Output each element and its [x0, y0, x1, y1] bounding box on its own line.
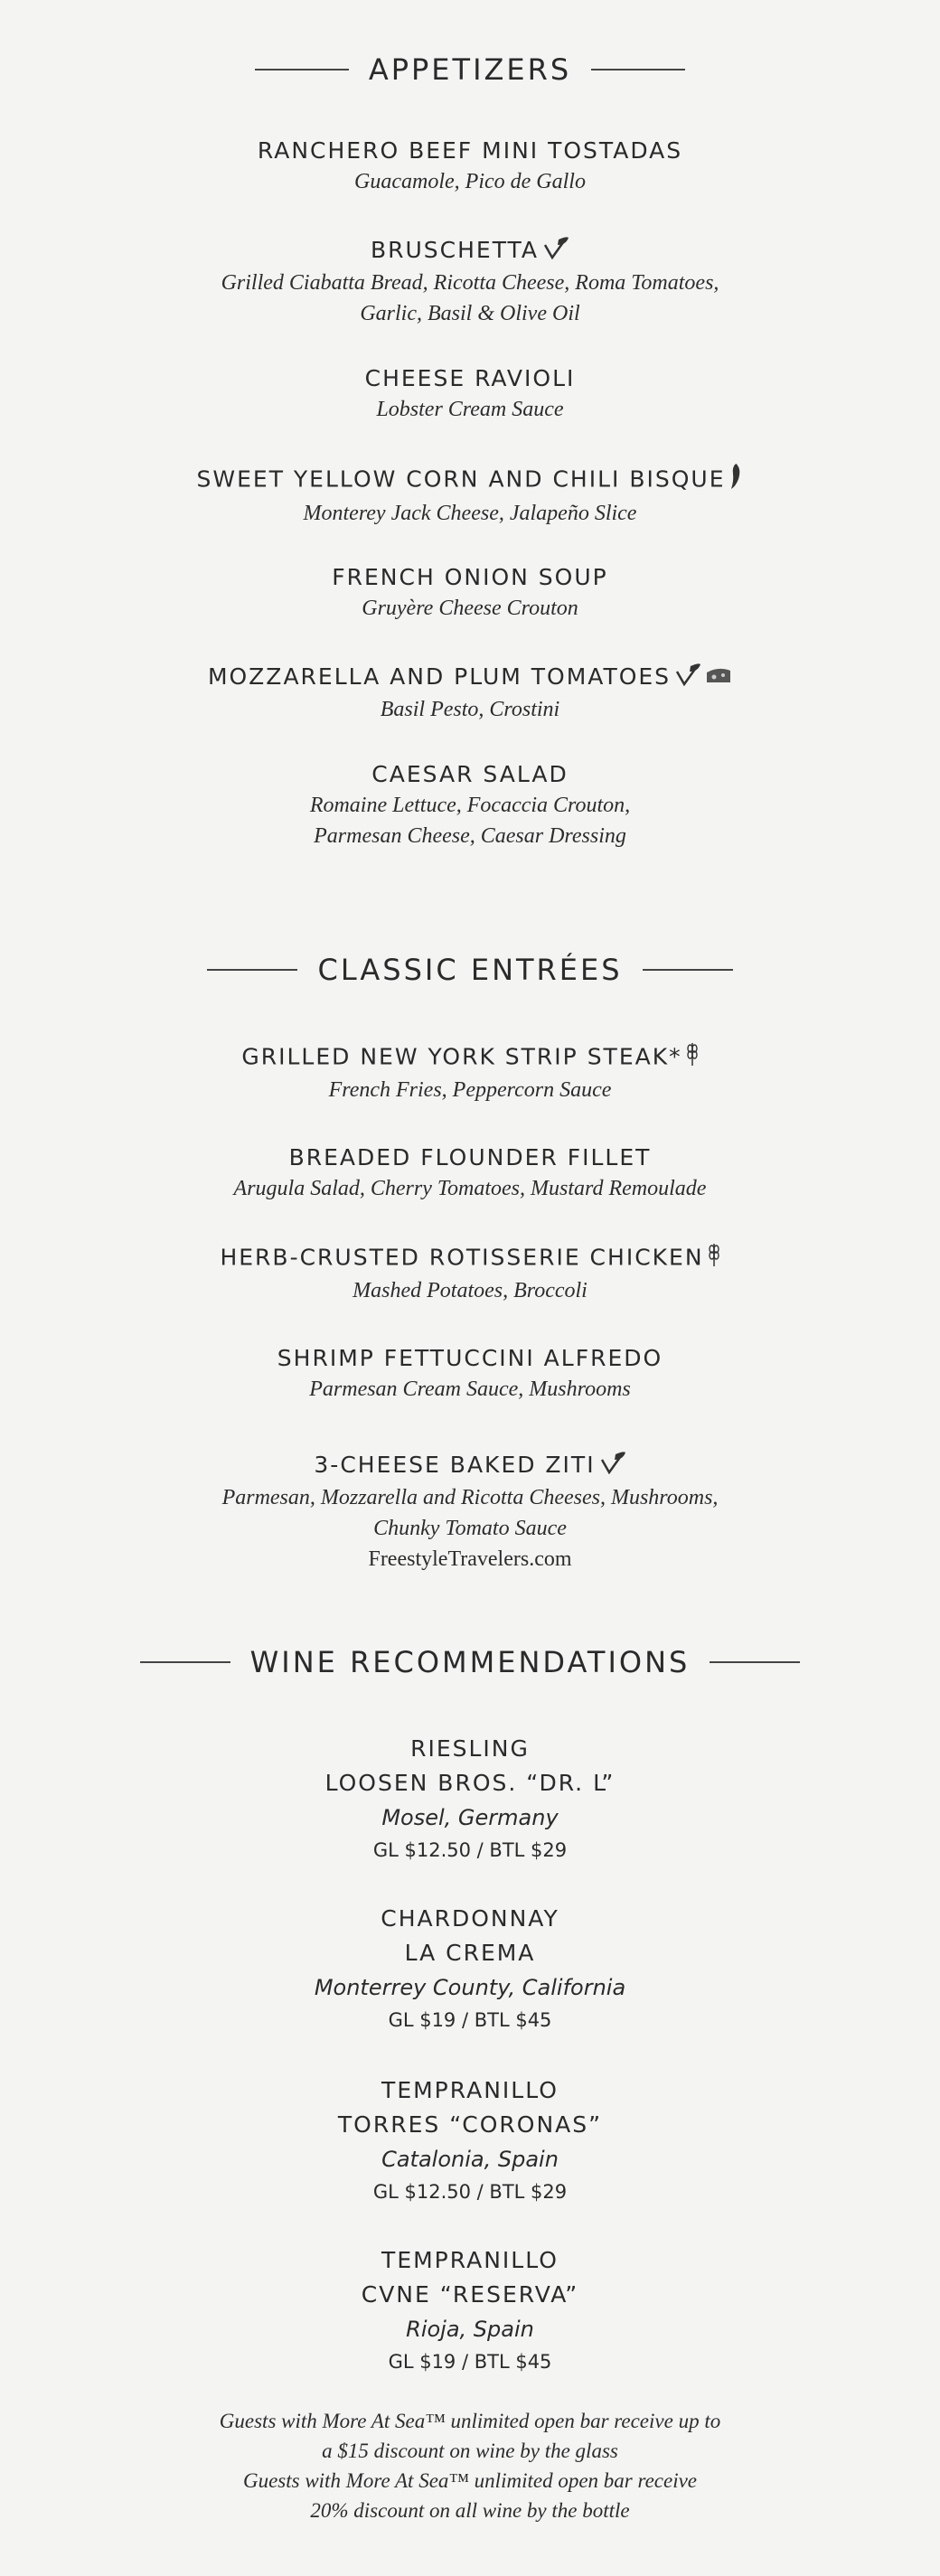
divider-left: [255, 69, 349, 71]
item-description: Chunky Tomato Sauce: [373, 1516, 567, 1540]
wine-item: [0, 1732, 940, 1866]
divider-left: [140, 1661, 230, 1663]
wine-varietal: CHARDONNAY: [381, 1905, 559, 1932]
menu-item: [0, 463, 940, 529]
cheese-icon: [705, 663, 732, 693]
wine-varietal: TEMPRANILLO: [381, 2077, 559, 2103]
item-description: Parmesan Cheese, Caesar Dressing: [314, 824, 626, 848]
vegetarian-icon: [599, 1451, 626, 1482]
appetizers-title: APPETIZERS: [368, 52, 572, 87]
chili-icon: [728, 463, 743, 498]
item-description: Arugula Salad, Cherry Tomatoes, Mustard Remoulade: [233, 1177, 707, 1200]
item-name: BREADED FLOUNDER FILLET: [288, 1144, 652, 1170]
item-description: Basil Pesto, Crostini: [380, 697, 560, 721]
item-name: SWEET YELLOW CORN AND CHILI BISQUE: [196, 465, 726, 493]
item-name: FRENCH ONION SOUP: [332, 564, 608, 590]
item-description: Guacamole, Pico de Gallo: [354, 170, 586, 193]
item-description: French Fries, Peppercorn Sauce: [328, 1078, 612, 1102]
divider-right: [591, 69, 685, 71]
appetizers-header: [0, 52, 940, 87]
item-description: Monterey Jack Cheese, Jalapeño Slice: [303, 502, 637, 525]
wine-price: GL $12.50 / BTL $29: [372, 1839, 568, 1861]
item-description: Grilled Ciabatta Bread, Ricotta Cheese, Roma Tomatoes,: [221, 270, 719, 295]
gluten-free-icon: [708, 1242, 720, 1275]
menu-item: [0, 136, 940, 197]
item-name: SHRIMP FETTUCCINI ALFREDO: [277, 1345, 663, 1371]
wine-producer: LOOSEN BROS. “DR. L”: [324, 1770, 616, 1796]
footer-line: Guests with More At Sea™ unlimited open bar receive: [242, 2469, 698, 2492]
item-name: HERB-CRUSTED ROTISSERIE CHICKEN: [220, 1244, 704, 1271]
wine-producer: CVNE “RESERVA”: [361, 2281, 579, 2308]
menu-item: [0, 662, 940, 725]
wine-region: Mosel, Germany: [381, 1805, 559, 1830]
divider-right: [643, 969, 733, 971]
wine-producer: TORRES “CORONAS”: [337, 2111, 603, 2138]
wine-price: GL $19 / BTL $45: [388, 2351, 552, 2373]
item-description: Lobster Cream Sauce: [376, 398, 564, 421]
gluten-free-icon: [686, 1041, 699, 1075]
watermark-text: FreestyleTravelers.com: [368, 1547, 572, 1571]
wine-price: GL $19 / BTL $45: [388, 2009, 552, 2031]
menu-item: [0, 562, 940, 624]
menu-item: [0, 235, 940, 329]
item-name: 3-CHEESE BAKED ZITI: [314, 1452, 596, 1478]
item-name: BRUSCHETTA: [370, 237, 539, 263]
menu-item: [0, 1450, 940, 1575]
item-name: CHEESE RAVIOLI: [364, 365, 576, 391]
menu-item: [0, 363, 940, 425]
item-description: Garlic, Basil & Olive Oil: [360, 301, 580, 325]
wine-item: [0, 1902, 940, 2035]
footer-note: [0, 2406, 940, 2525]
wine-varietal: RIESLING: [410, 1735, 530, 1762]
item-name: GRILLED NEW YORK STRIP STEAK*: [241, 1043, 682, 1070]
divider-left: [207, 969, 297, 971]
item-description: Mashed Potatoes, Broccoli: [352, 1279, 588, 1302]
item-description: Gruyère Cheese Crouton: [362, 597, 578, 620]
item-name: RANCHERO BEEF MINI TOSTADAS: [257, 137, 683, 164]
wine-producer: LA CREMA: [404, 1940, 536, 1966]
footer-line: 20% discount on all wine by the bottle: [310, 2499, 630, 2522]
footer-line: Guests with More At Sea™ unlimited open bar receive up to: [219, 2410, 721, 2432]
wine-region: Monterrey County, California: [314, 1975, 626, 2000]
item-name: CAESAR SALAD: [371, 761, 569, 787]
item-description: Parmesan, Mozzarella and Ricotta Cheeses, Mushrooms,: [221, 1485, 719, 1509]
menu-item: [0, 1343, 940, 1405]
wine-region: Catalonia, Spain: [381, 2147, 559, 2172]
footer-line: a $15 discount on wine by the glass: [322, 2440, 618, 2462]
wine-item: [0, 2073, 940, 2207]
menu-item: [0, 1242, 940, 1306]
item-name: MOZZARELLA AND PLUM TOMATOES: [207, 663, 672, 690]
divider-right: [710, 1661, 800, 1663]
entrees-title: CLASSIC ENTRÉES: [317, 953, 623, 987]
wine-header: [0, 1645, 940, 1679]
wine-item: [0, 2243, 940, 2377]
menu-item: [0, 1142, 940, 1204]
vegetarian-icon: [542, 236, 569, 268]
wine-title: WINE RECOMMENDATIONS: [249, 1645, 691, 1679]
entrees-header: [0, 953, 940, 987]
vegetarian-icon: [674, 663, 701, 694]
wine-region: Rioja, Spain: [406, 2317, 534, 2342]
menu-item: [0, 759, 940, 851]
wine-price: GL $12.50 / BTL $29: [372, 2181, 568, 2203]
item-description: Romaine Lettuce, Focaccia Crouton,: [309, 794, 631, 817]
item-description: Parmesan Cream Sauce, Mushrooms: [309, 1377, 631, 1401]
menu-item: [0, 1041, 940, 1105]
wine-varietal: TEMPRANILLO: [381, 2247, 559, 2273]
